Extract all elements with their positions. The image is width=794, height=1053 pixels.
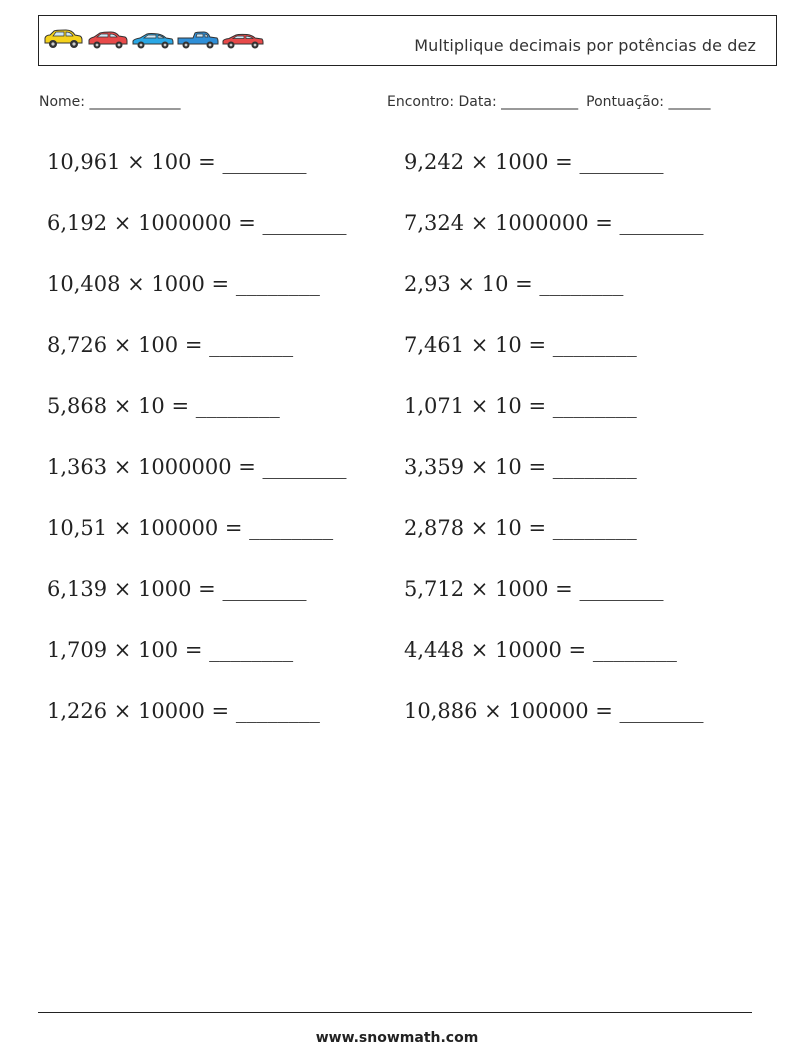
blue-pickup-truck-icon: [177, 29, 219, 49]
red-sedan-car-icon: [87, 29, 129, 49]
problem-3-left: 10,408 × 1000 = ________: [47, 272, 320, 296]
problem-2-right: 7,324 × 1000000 = ________: [404, 211, 704, 235]
problem-7-left: 10,51 × 100000 = ________: [47, 516, 334, 540]
footer-website: www.snowmath.com: [315, 1030, 479, 1046]
problem-7-right: 2,878 × 10 = ________: [404, 516, 637, 540]
car-icons: [42, 29, 264, 49]
problem-6-left: 1,363 × 1000000 = ________: [47, 455, 347, 479]
score-label: Pontuação: ______: [586, 94, 711, 110]
meeting-score-row: [387, 94, 710, 110]
problem-4-right: 7,461 × 10 = ________: [404, 333, 637, 357]
worksheet-header: [38, 15, 777, 66]
problem-10-left: 1,226 × 10000 = ________: [47, 699, 320, 723]
problem-4-left: 8,726 × 100 = ________: [47, 333, 294, 357]
problem-1-right: 9,242 × 1000 = ________: [404, 150, 664, 174]
problem-9-right: 4,448 × 10000 = ________: [404, 638, 677, 662]
worksheet-title: Multiplique decimais por potências de dez: [414, 36, 756, 55]
name-field-label: Nome: _____________: [39, 94, 181, 110]
problem-2-left: 6,192 × 1000000 = ________: [47, 211, 347, 235]
problem-3-right: 2,93 × 10 = ________: [404, 272, 624, 296]
problem-8-right: 5,712 × 1000 = ________: [404, 577, 664, 601]
blue-sports-car-icon: [132, 29, 174, 49]
problem-5-left: 5,868 × 10 = ________: [47, 394, 280, 418]
problem-5-right: 1,071 × 10 = ________: [404, 394, 637, 418]
meeting-date-label: Encontro: Data: ___________: [387, 94, 579, 110]
problem-10-right: 10,886 × 100000 = ________: [404, 699, 704, 723]
problem-6-right: 3,359 × 10 = ________: [404, 455, 637, 479]
footer-divider: [38, 1012, 752, 1013]
problem-8-left: 6,139 × 1000 = ________: [47, 577, 307, 601]
yellow-hatchback-car-icon: [42, 29, 84, 49]
problem-1-left: 10,961 × 100 = ________: [47, 150, 307, 174]
problem-9-left: 1,709 × 100 = ________: [47, 638, 294, 662]
red-coupe-car-icon: [222, 29, 264, 49]
